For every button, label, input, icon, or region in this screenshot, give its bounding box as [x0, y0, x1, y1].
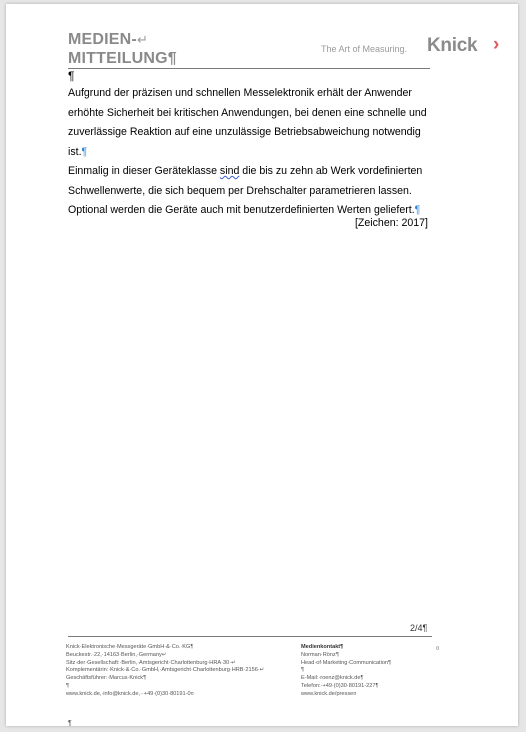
paragraph-2-text-end: die bis zu zehn ab Werk vordefinierten Schwellenwerte, die sich bequem per Drehschalter parametrieren lassen. Optional werden die Geräte auch mit benutzerdefinierten Werten geliefert.	[68, 165, 423, 216]
paragraph-2-text-start: Einmalig in dieser Geräteklasse	[68, 165, 220, 177]
title-line-1: MEDIEN-	[68, 31, 137, 48]
paragraph-mark: ¶	[81, 145, 88, 158]
footer-left-line: www.knick.de,·info@knick.de,··+49·(0)30·80191-0¤	[66, 690, 194, 697]
paragraph-1[interactable]	[68, 84, 428, 162]
footer-left-line: Sitz·der·Gesellschaft:·Berlin,·Amtsgericht·Charlottenburg·HRA·30·↵	[66, 659, 236, 666]
footer-right-line: Telefon:·+49·(0)30·80191-227¶	[301, 682, 379, 689]
footer-right-line: Norman·Rönz¶	[301, 651, 339, 658]
title-line-2: MITTEILUNG¶	[68, 50, 177, 67]
footer-left-line: ¶	[66, 682, 70, 689]
footer-left-line: Knick·Elektronische·Messgeräte·GmbH·&·Co.·KG¶	[66, 644, 194, 650]
paragraph-2[interactable]	[68, 162, 428, 221]
company-tagline: The Art of Measuring.	[321, 44, 408, 54]
footer-right-line: ¶	[301, 667, 305, 674]
footer-media-contact	[301, 644, 451, 699]
page-number: 2/4¶	[410, 623, 428, 633]
footer-left-line: Geschäftsführer:·Marcus·Knick¶	[66, 675, 147, 682]
grammar-flagged-word[interactable]: sind	[219, 165, 240, 177]
footer-rule	[68, 636, 432, 637]
paragraph-mark: ¶	[414, 204, 421, 216]
logo-chevron-icon: ›	[493, 34, 500, 55]
footer-right-line: www.knick.de/presse¤	[301, 690, 357, 697]
header-rule	[68, 68, 430, 69]
footer-left-line: Beuckestr.·22,·14163·Berlin,·Germany↵	[66, 651, 167, 658]
table-cell-mark: ¤	[436, 646, 440, 652]
footer-paragraph-mark: ¶	[68, 720, 72, 727]
footer-right-line: Head·of·Marketing·Communication¶	[301, 659, 392, 666]
paragraph-1-text: Aufgrund der präzisen und schnellen Messelektronik erhält der Anwender erhöhte Sicherheit bei kritischen Anwendungen, bei denen eine schnelle und zuverlässige Reaktion auf eine unzulässige Betriebsabweichung notwendig ist.	[68, 87, 427, 158]
footer-right-line: E-Mail:·roenz@knick.de¶	[301, 675, 364, 682]
character-count: [Zeichen: 2017]	[354, 217, 428, 229]
body-text[interactable]	[68, 84, 428, 221]
document-page	[6, 4, 518, 726]
press-release-title	[68, 30, 177, 68]
knick-logo: Knick	[427, 35, 478, 56]
header-paragraph-mark: ¶	[68, 69, 75, 83]
media-contact-heading: Medienkontakt¶	[301, 644, 344, 650]
footer-company-info	[66, 644, 296, 699]
footer-left-line: Komplementärin:·Knick·&·Co.·GmbH,·Amtsgericht·Charlottenburg·HRB·2156·↵	[66, 667, 265, 674]
line-break-mark: ↵	[136, 32, 149, 47]
